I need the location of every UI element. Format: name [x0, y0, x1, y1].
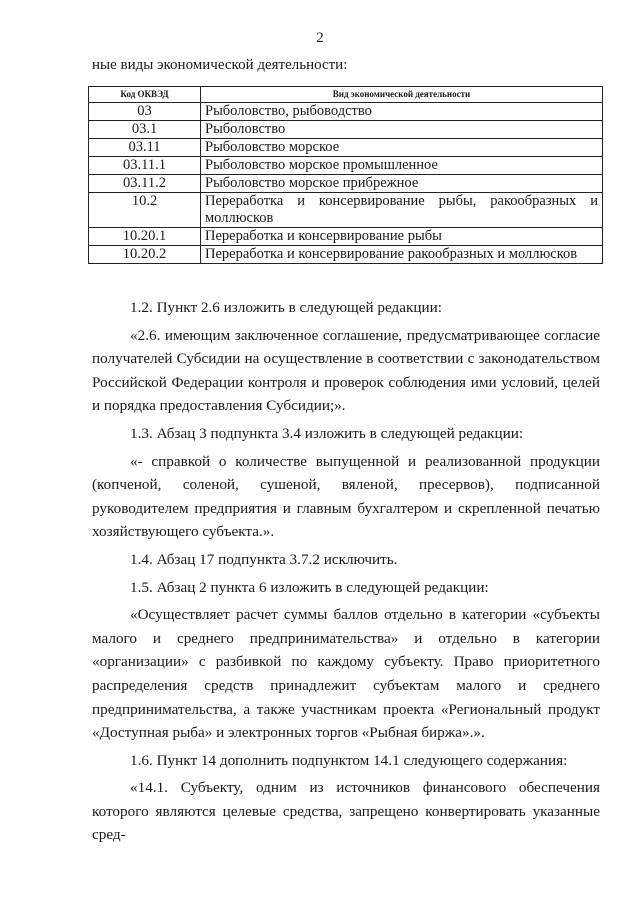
document-body — [92, 296, 600, 851]
header-activity: Вид экономической деятельности — [201, 87, 603, 103]
paragraph: «Осуществляет расчет суммы баллов отдельно в категории «субъекты малого и среднего предпринимательства» и отдельно в категории «организации» с разбивкой по каждому субъекту. Право приоритетного распределения средств принадлежит субъектам малого и среднего предпринимательства, а также участникам проекта «Региональный продукт «Доступная рыба» и электронных торгов «Рыбная биржа».». — [92, 606, 600, 742]
activity-name: Рыболовство — [201, 121, 603, 139]
okved-code: 03.11 — [89, 139, 201, 157]
activity-name: Рыболовство морское промышленное — [201, 157, 603, 175]
table-row — [89, 193, 603, 228]
okved-code: 03.11.1 — [89, 157, 201, 175]
paragraph: 1.5. Абзац 2 пункта 6 изложить в следующей редакции: — [130, 578, 489, 596]
header-code: Код ОКВЭД — [89, 87, 201, 103]
table-header-row — [89, 87, 603, 103]
paragraph: 1.6. Пункт 14 дополнить подпунктом 14.1 следующего содержания: — [130, 751, 568, 769]
okved-code: 10.20.1 — [89, 228, 201, 246]
okved-table — [88, 86, 603, 264]
paragraph: «- справкой о количестве выпущенной и реализованной продукции (копченой, соленой, сушеной, вяленой, пресервов), подписанной руководителем предприятия и главным бухгалтером и скрепленной печатью хозяйствующего субъекта.». — [92, 452, 600, 541]
table-row — [89, 246, 603, 264]
table-row — [89, 103, 603, 121]
activity-name: Рыболовство морское — [201, 139, 603, 157]
okved-code: 10.20.2 — [89, 246, 201, 264]
table-row — [89, 121, 603, 139]
lead-text: ные виды экономической деятельности: — [92, 57, 348, 73]
activity-name: Рыболовство морское прибрежное — [201, 175, 603, 193]
activity-name: Рыболовство, рыбоводство — [201, 103, 603, 121]
table-row — [89, 175, 603, 193]
paragraph: «2.6. имеющим заключенное соглашение, предусматривающее согласие получателей Субсидии на осуществление в соответствии с законодательством Российской Федерации контроля и проверок соблюдения ими условий, целей и порядка предоставления Субсидии;». — [92, 326, 600, 415]
okved-code: 03.1 — [89, 121, 201, 139]
paragraph: 1.2. Пункт 2.6 изложить в следующей редакции: — [130, 299, 443, 316]
table-row — [89, 157, 603, 175]
activity-name: Переработка и консервирование ракообразных и моллюсков — [201, 246, 603, 264]
paragraph: 1.4. Абзац 17 подпункта 3.7.2 исключить. — [130, 550, 398, 568]
table-row — [89, 139, 603, 157]
activity-name: Переработка и консервирование рыбы, ракообразных и моллюсков — [201, 193, 603, 228]
okved-code: 03.11.2 — [89, 175, 201, 193]
table-row — [89, 228, 603, 246]
paragraph: 1.3. Абзац 3 подпункта 3.4 изложить в следующей редакции: — [130, 424, 524, 442]
okved-code: 10.2 — [89, 193, 201, 228]
page-number: 2 — [316, 30, 324, 46]
activity-name: Переработка и консервирование рыбы — [201, 228, 603, 246]
okved-code: 03 — [89, 103, 201, 121]
paragraph: «14.1. Субъекту, одним из источников финансового обеспечения которого являются целевые средства, запрещено конвертировать указанные сред- — [92, 779, 600, 844]
